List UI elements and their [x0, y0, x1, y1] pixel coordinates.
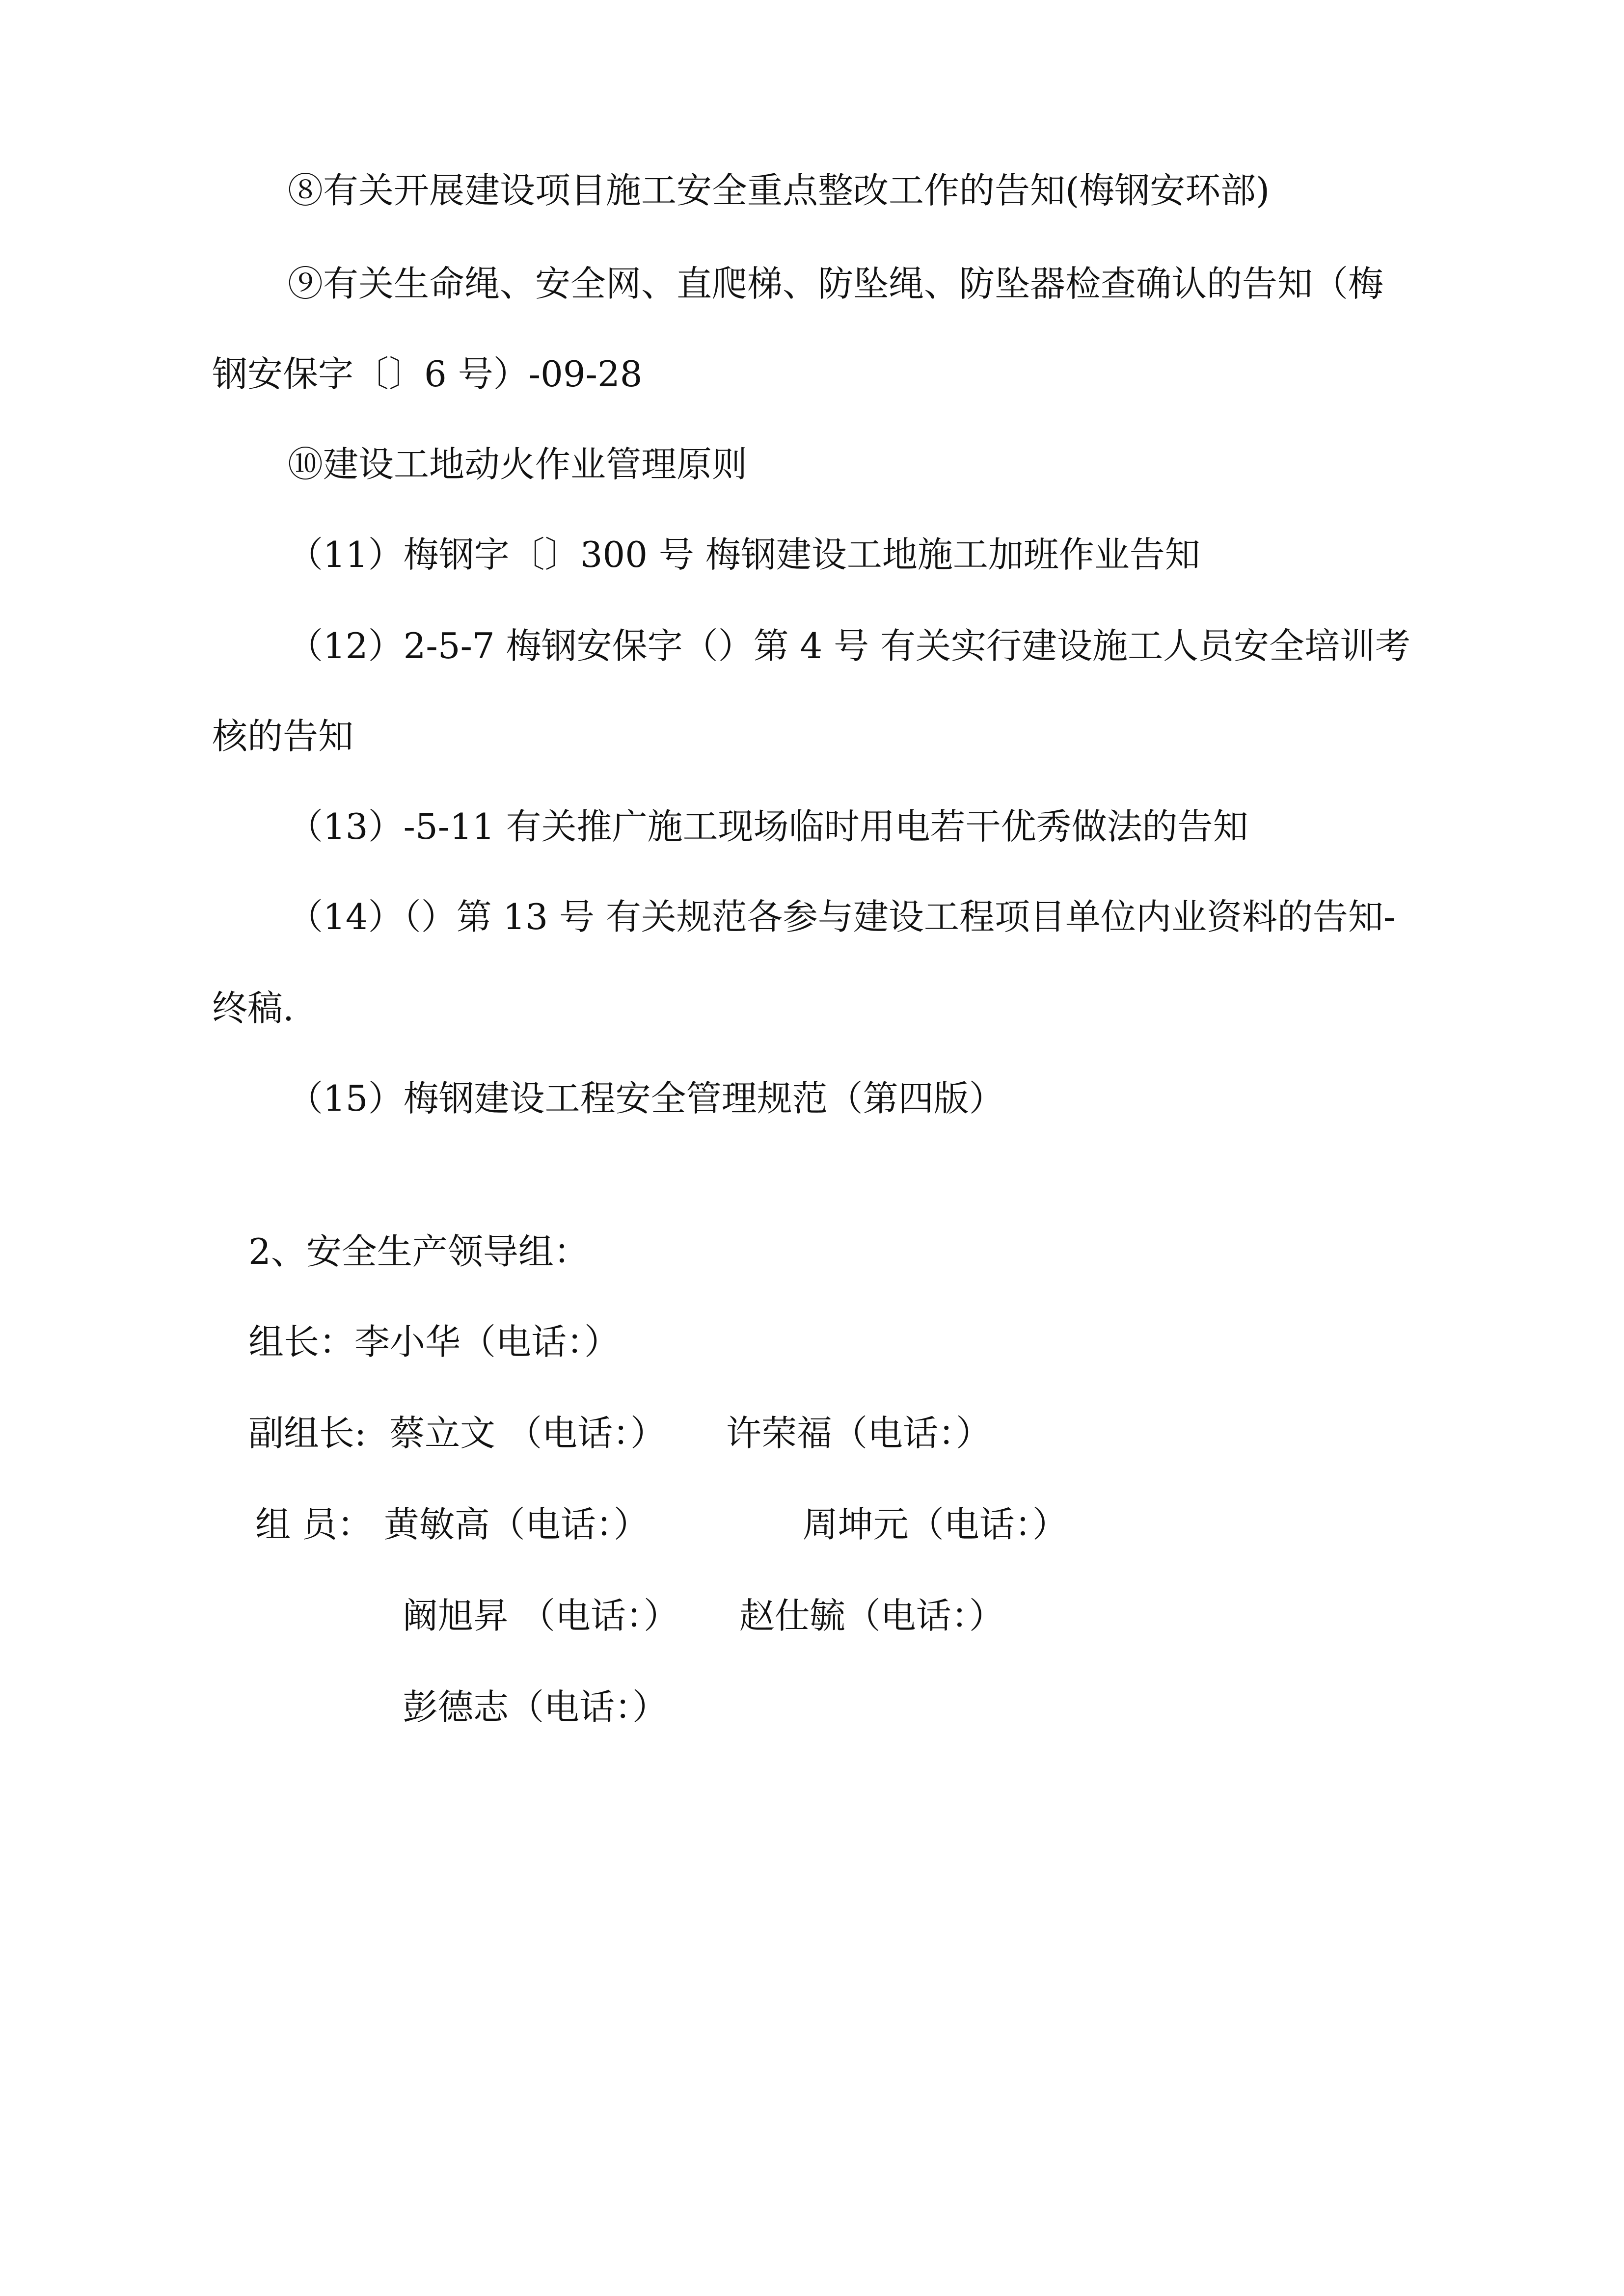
reference-item-8: ⑧有关开展建设项目施工安全重点整改工作的告知(梅钢安环部) [288, 170, 1270, 211]
group-member: 阚旭昇 （电话：） [403, 1595, 679, 1636]
reference-item-15: （15）梅钢建设工程安全管理规范（第四版） [288, 1078, 1004, 1119]
reference-item-12-continued: 核的告知 [212, 716, 354, 757]
group-member: 黄敏高（电话：） [383, 1504, 649, 1545]
reference-item-9-continued: 钢安保字〔〕6 号）-09-28 [212, 353, 643, 395]
deputy-label: 副组长: [248, 1413, 367, 1454]
members-label: 组 员： [255, 1504, 373, 1545]
reference-item-14-continued: 终稿. [212, 988, 294, 1029]
members-row [403, 1682, 668, 1732]
leadership-section-title: 2、安全生产领导组： [248, 1231, 589, 1272]
members-row [403, 1591, 1004, 1640]
group-leader: 组长：李小华（电话：） [248, 1321, 620, 1362]
deputy-leader: 蔡立文 （电话：） [389, 1413, 666, 1454]
reference-item-13: （13）-5-11 有关推广施工现场临时用电若干优秀做法的告知 [288, 806, 1248, 847]
deputy-leader: 许荣福（电话：） [726, 1413, 991, 1454]
reference-item-9: ⑨有关生命绳、安全网、直爬梯、防坠绳、防坠器检查确认的告知（梅 [288, 263, 1384, 304]
group-member: 赵仕毓（电话：） [739, 1595, 1004, 1636]
reference-item-12: （12）2-5-7 梅钢安保字（）第 4 号 有关实行建设施工人员安全培训考 [288, 625, 1411, 667]
deputy-leaders-row [248, 1409, 991, 1458]
members-row [255, 1500, 1068, 1549]
reference-item-10: ⑩建设工地动火作业管理原则 [288, 444, 748, 485]
reference-item-11: （11）梅钢字〔〕300 号 梅钢建设工地施工加班作业告知 [288, 534, 1200, 575]
reference-item-14: （14）（）第 13 号 有关规范各参与建设工程项目单位内业资料的告知- [288, 896, 1396, 937]
group-member: 周坤元（电话：） [802, 1504, 1068, 1545]
group-member: 彭德志（电话：） [403, 1686, 668, 1728]
